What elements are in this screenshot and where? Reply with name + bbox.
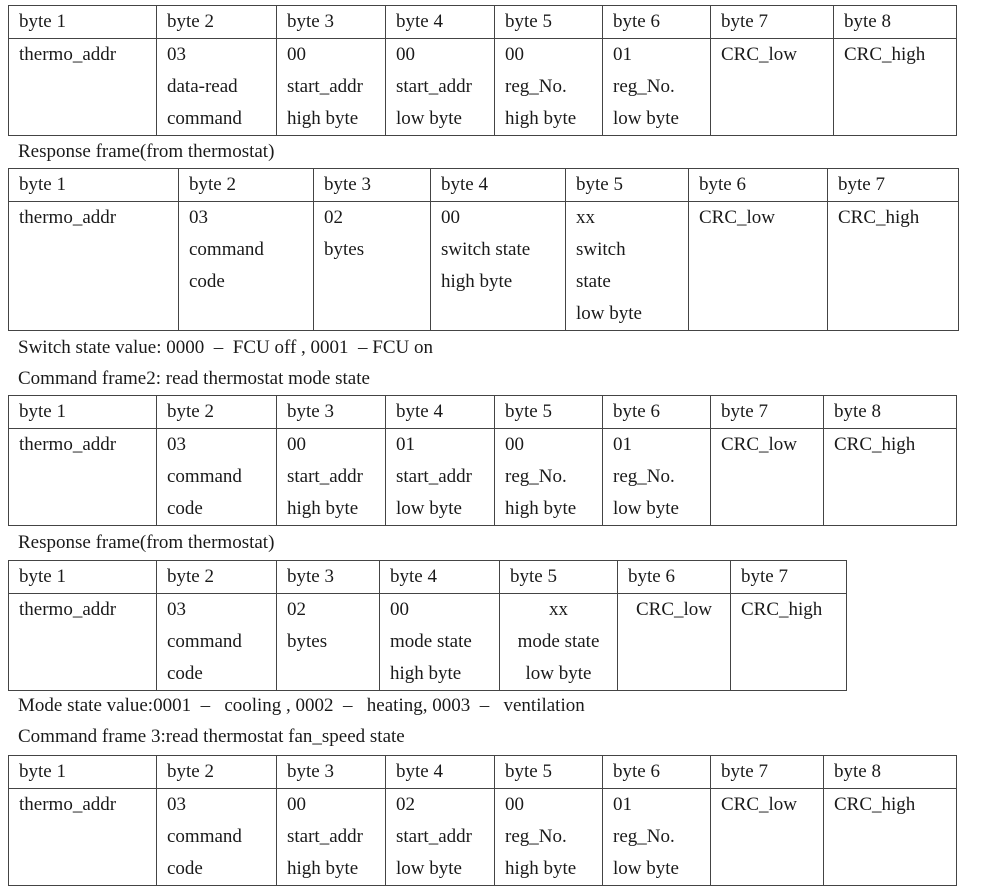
header-cell: byte 6 — [618, 561, 731, 594]
header-cell: byte 3 — [277, 756, 386, 789]
header-cell: byte 5 — [495, 396, 603, 429]
response-frame-2-table — [8, 560, 847, 691]
header-cell: byte 4 — [431, 169, 566, 202]
table-cell — [711, 39, 834, 136]
cell-line: 00 — [396, 44, 415, 65]
cell-line: low byte — [396, 498, 462, 519]
table-cell — [386, 789, 495, 886]
cell-line: 00 — [287, 794, 306, 815]
cell-line: thermo_addr — [19, 794, 117, 815]
table-cell — [386, 39, 495, 136]
cell-line: low byte — [613, 108, 679, 129]
header-cell: byte 6 — [603, 756, 711, 789]
cell-line: 03 — [189, 207, 208, 228]
header-cell: byte 1 — [9, 6, 157, 39]
table-cell — [9, 789, 157, 886]
header-cell: byte 7 — [711, 396, 824, 429]
table-cell — [314, 202, 431, 331]
header-cell: byte 3 — [314, 169, 431, 202]
mode-state-note: Mode state value:0001 – cooling , 0002 – heating, 0003 – ventilation — [18, 695, 585, 716]
cell-line: high byte — [287, 498, 359, 519]
table-row — [9, 594, 847, 691]
header-cell: byte 4 — [386, 396, 495, 429]
command-frame-3-table — [8, 755, 957, 886]
table-cell — [157, 429, 277, 526]
header-cell: byte 5 — [566, 169, 689, 202]
header-row — [9, 169, 959, 202]
header-cell: byte 2 — [157, 6, 277, 39]
header-cell: byte 8 — [824, 396, 957, 429]
header-cell: byte 7 — [711, 756, 824, 789]
cell-line: mode state — [390, 631, 472, 652]
cell-line: 00 — [505, 794, 524, 815]
table-cell — [824, 789, 957, 886]
cell-line: 00 — [287, 434, 306, 455]
header-row — [9, 396, 957, 429]
header-cell: byte 4 — [380, 561, 500, 594]
header-cell: byte 8 — [834, 6, 957, 39]
switch-state-note: Switch state value: 0000 – FCU off , 0001 – FCU on — [18, 337, 434, 358]
table-cell — [689, 202, 828, 331]
header-cell: byte 4 — [386, 6, 495, 39]
header-cell: byte 5 — [495, 6, 603, 39]
cell-line: code — [167, 858, 203, 879]
cell-line: thermo_addr — [19, 44, 117, 65]
cell-line: 01 — [613, 44, 632, 65]
header-cell: byte 6 — [603, 396, 711, 429]
cell-line: code — [167, 663, 203, 684]
header-row — [9, 6, 957, 39]
cell-line: 02 — [396, 794, 415, 815]
cell-line: CRC_high — [838, 207, 920, 228]
cell-line: start_addr — [396, 466, 472, 487]
cell-line: CRC_low — [635, 599, 713, 620]
cell-line: start_addr — [396, 826, 472, 847]
cell-line: reg_No. — [613, 826, 675, 847]
cell-line: low byte — [576, 303, 642, 324]
cell-line: low byte — [613, 858, 679, 879]
table-row — [9, 429, 957, 526]
cell-line: start_addr — [287, 76, 363, 97]
cell-line: CRC_high — [834, 794, 916, 815]
header-cell: byte 1 — [9, 169, 179, 202]
table-cell — [277, 789, 386, 886]
cell-line: command — [167, 108, 242, 129]
table-cell — [566, 202, 689, 331]
table-cell — [380, 594, 500, 691]
cell-line: CRC_low — [721, 44, 798, 65]
table-cell — [157, 594, 277, 691]
table-cell — [731, 594, 847, 691]
header-cell: byte 2 — [179, 169, 314, 202]
cell-line: 03 — [167, 434, 186, 455]
cell-line: 01 — [613, 434, 632, 455]
cell-line: low byte — [396, 108, 462, 129]
cell-line: 00 — [505, 44, 524, 65]
cell-line: 03 — [167, 599, 186, 620]
cell-line: data-read — [167, 76, 238, 97]
table-cell — [277, 39, 386, 136]
cell-line: reg_No. — [613, 466, 675, 487]
table-cell — [431, 202, 566, 331]
header-cell: byte 1 — [9, 561, 157, 594]
table-row — [9, 39, 957, 136]
header-cell: byte 6 — [603, 6, 711, 39]
cell-line: high byte — [287, 858, 359, 879]
header-cell: byte 4 — [386, 756, 495, 789]
header-cell: byte 5 — [500, 561, 618, 594]
table-cell — [495, 789, 603, 886]
cell-line: low byte — [613, 498, 679, 519]
cell-line: high byte — [505, 108, 577, 129]
table-cell — [9, 429, 157, 526]
cell-line: 00 — [287, 44, 306, 65]
table-cell — [9, 39, 157, 136]
cell-line: CRC_high — [741, 599, 823, 620]
header-cell: byte 3 — [277, 6, 386, 39]
cell-line: switch state — [441, 239, 531, 260]
table-cell — [179, 202, 314, 331]
command-frame-2-caption: Command frame2: read thermostat mode state — [18, 368, 370, 389]
table-cell — [824, 429, 957, 526]
cell-line: thermo_addr — [19, 434, 117, 455]
cell-line: command — [189, 239, 264, 260]
header-cell: byte 1 — [9, 756, 157, 789]
table-cell — [9, 594, 157, 691]
response-frame-caption-1: Response frame(from thermostat) — [18, 141, 275, 162]
cell-line: reg_No. — [505, 76, 567, 97]
cell-line: start_addr — [287, 466, 363, 487]
table-cell — [711, 789, 824, 886]
cell-line: 01 — [613, 794, 632, 815]
table-row — [9, 789, 957, 886]
table-cell — [495, 39, 603, 136]
table-cell — [495, 429, 603, 526]
cell-line: bytes — [324, 239, 365, 260]
table-cell — [157, 789, 277, 886]
header-cell: byte 7 — [711, 6, 834, 39]
cell-line: low byte — [396, 858, 462, 879]
header-cell: byte 3 — [277, 561, 380, 594]
header-cell: byte 2 — [157, 756, 277, 789]
cell-line: start_addr — [287, 826, 363, 847]
command-frame-3-caption: Command frame 3:read thermostat fan_speed state — [18, 726, 405, 747]
table-cell — [500, 594, 618, 691]
table-cell — [157, 39, 277, 136]
response-frame-caption-2: Response frame(from thermostat) — [18, 532, 275, 553]
cell-line: state — [576, 271, 611, 292]
cell-line: reg_No. — [505, 466, 567, 487]
header-row — [9, 756, 957, 789]
command-frame-2-table — [8, 395, 957, 526]
cell-line: code — [167, 498, 203, 519]
cell-line: high byte — [505, 858, 577, 879]
header-cell: byte 5 — [495, 756, 603, 789]
cell-line: command — [167, 466, 242, 487]
cell-line: 02 — [324, 207, 343, 228]
cell-line: xx — [549, 599, 568, 620]
header-cell: byte 7 — [828, 169, 959, 202]
cell-line: high byte — [390, 663, 462, 684]
command-frame-1-table — [8, 5, 957, 136]
cell-line: high byte — [505, 498, 577, 519]
cell-line: 03 — [167, 794, 186, 815]
cell-line: command — [167, 826, 242, 847]
cell-line: thermo_addr — [19, 599, 117, 620]
cell-line: command — [167, 631, 242, 652]
header-row — [9, 561, 847, 594]
cell-line: CRC_high — [844, 44, 926, 65]
header-cell: byte 8 — [824, 756, 957, 789]
cell-line: 01 — [396, 434, 415, 455]
cell-line: reg_No. — [613, 76, 675, 97]
cell-line: start_addr — [396, 76, 472, 97]
table-cell — [618, 594, 731, 691]
table-cell — [277, 429, 386, 526]
cell-line: mode state — [517, 631, 600, 652]
table-cell — [603, 789, 711, 886]
cell-line: thermo_addr — [19, 207, 117, 228]
cell-line: CRC_low — [721, 794, 798, 815]
response-frame-1-table — [8, 168, 959, 331]
header-cell: byte 6 — [689, 169, 828, 202]
cell-line: low byte — [525, 663, 592, 684]
cell-line: reg_No. — [505, 826, 567, 847]
header-cell: byte 2 — [157, 561, 277, 594]
cell-line: CRC_low — [699, 207, 776, 228]
cell-line: CRC_high — [834, 434, 916, 455]
cell-line: switch — [576, 239, 626, 260]
table-cell — [603, 39, 711, 136]
cell-line: bytes — [287, 631, 328, 652]
header-cell: byte 7 — [731, 561, 847, 594]
header-cell: byte 3 — [277, 396, 386, 429]
cell-line: 03 — [167, 44, 186, 65]
table-cell — [9, 202, 179, 331]
cell-line: high byte — [287, 108, 359, 129]
table-cell — [828, 202, 959, 331]
table-row — [9, 202, 959, 331]
table-cell — [386, 429, 495, 526]
header-cell: byte 1 — [9, 396, 157, 429]
table-cell — [277, 594, 380, 691]
table-cell — [711, 429, 824, 526]
cell-line: high byte — [441, 271, 513, 292]
table-cell — [603, 429, 711, 526]
cell-line: 00 — [441, 207, 460, 228]
header-cell: byte 2 — [157, 396, 277, 429]
cell-line: CRC_low — [721, 434, 798, 455]
cell-line: 02 — [287, 599, 306, 620]
cell-line: xx — [576, 207, 595, 228]
cell-line: code — [189, 271, 225, 292]
table-cell — [834, 39, 957, 136]
cell-line: 00 — [505, 434, 524, 455]
cell-line: 00 — [390, 599, 409, 620]
